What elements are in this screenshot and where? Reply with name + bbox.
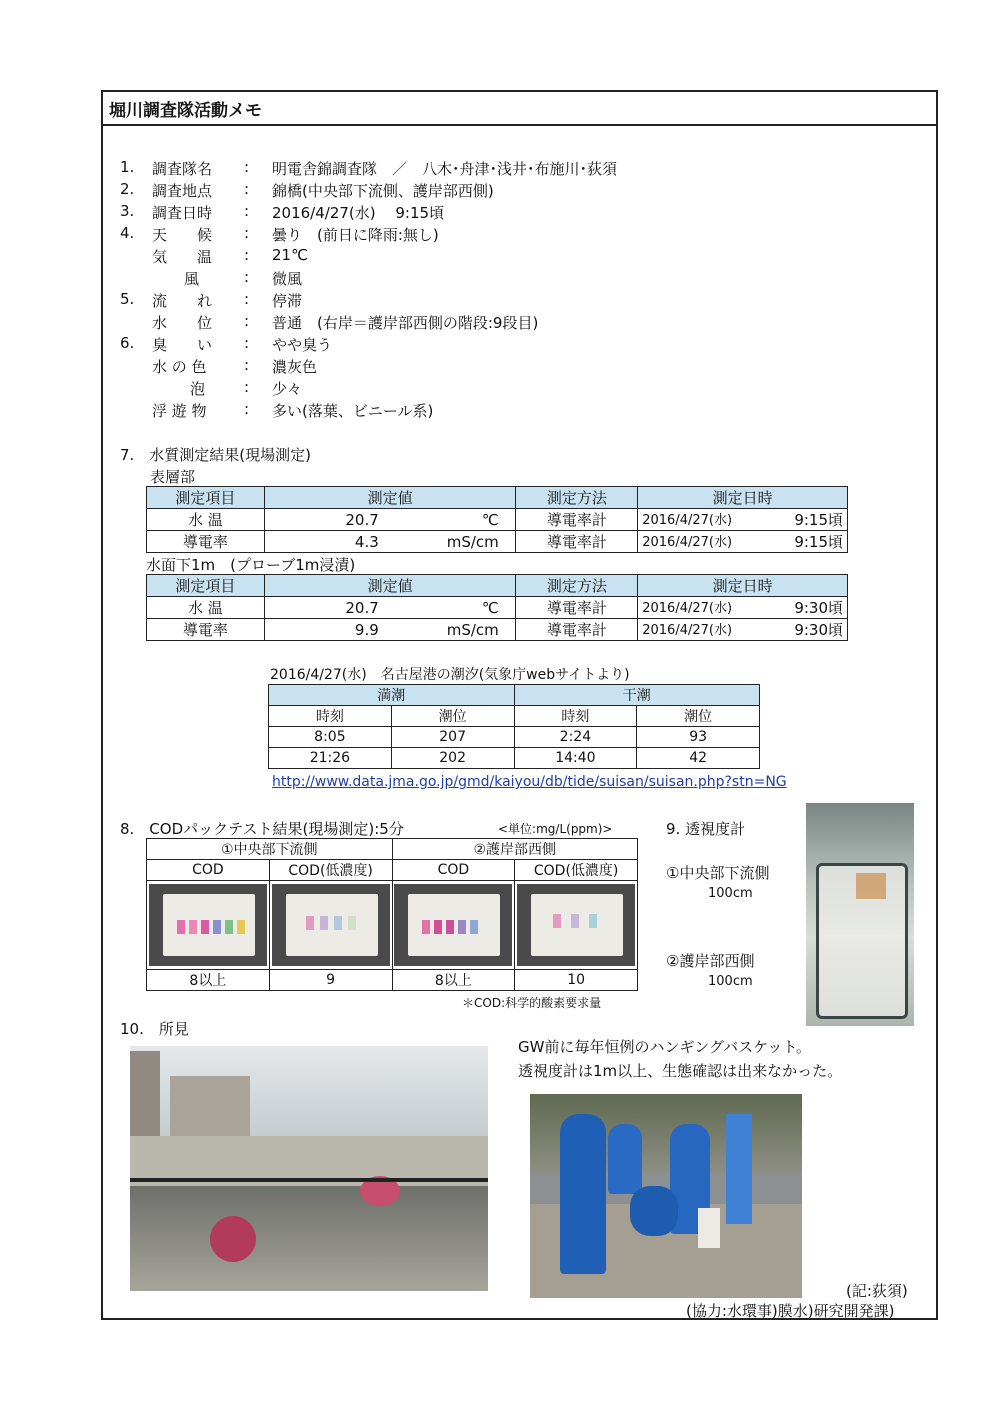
info-value: 微風	[272, 270, 303, 288]
color-swatch	[334, 916, 342, 930]
transparency-site2: ②護岸部西側	[666, 952, 755, 970]
cod-table	[146, 838, 638, 991]
person-blue-jacket	[608, 1124, 642, 1194]
recorder-note: (記:荻須)	[846, 1282, 908, 1300]
cell-method: 導電率計	[516, 619, 638, 641]
cell-item: 水 温	[147, 597, 265, 619]
observation-comment-2: 透視度計は1m以上、生態確認は出来なかった。	[518, 1062, 843, 1080]
section9-heading: 9. 透視度計	[666, 820, 746, 838]
color-swatch	[189, 920, 197, 934]
cell-item: 導電率	[147, 619, 265, 641]
cell-date	[638, 509, 848, 531]
deep-label: 水面下1m (プローブ1m浸漬)	[146, 556, 356, 574]
color-swatch	[306, 916, 314, 930]
info-colon: :	[244, 246, 250, 264]
info-num: 5.	[120, 290, 135, 308]
low-time: 14:40	[514, 748, 637, 769]
info-label: 天 候	[152, 226, 213, 244]
cod-col-row	[147, 860, 638, 881]
info-label: 水 位	[152, 314, 213, 332]
cell-value	[264, 509, 516, 531]
cod-col: COD	[147, 860, 270, 881]
section8-heading: 8. CODパックテスト結果(現場測定):5分	[120, 820, 404, 838]
cod-low-col: COD(低濃度)	[515, 860, 638, 881]
info-colon: :	[244, 224, 250, 242]
fence	[130, 1178, 488, 1182]
color-swatch	[320, 916, 328, 930]
info-colon: :	[244, 378, 250, 396]
high-level: 207	[391, 727, 514, 748]
table-row	[269, 727, 760, 748]
deep-table	[146, 574, 848, 641]
cell-date	[638, 531, 848, 553]
value-unit: mS/cm	[446, 620, 499, 639]
info-value: 曇り (前日に降雨:無し)	[272, 226, 439, 244]
info-num: 1.	[120, 158, 135, 176]
header-item: 測定項目	[147, 575, 265, 597]
info-label: 流 れ	[152, 292, 213, 310]
info-value: 錦橋(中央部下流側、護岸部西側)	[272, 182, 494, 200]
info-num: 3.	[120, 202, 135, 220]
person-blue-jacket	[560, 1114, 606, 1274]
info-num: 6.	[120, 334, 135, 352]
cod-result: 10	[515, 970, 638, 991]
cod-test-photo	[272, 884, 390, 966]
info-colon: :	[244, 312, 250, 330]
high-time: 8:05	[269, 727, 392, 748]
page-title: 堀川調査隊活動メモ	[109, 101, 262, 121]
info-colon: :	[244, 158, 250, 176]
cod-result-row	[147, 970, 638, 991]
value-number: 9.9	[354, 620, 379, 639]
low-tide-header: 干潮	[514, 685, 760, 706]
table-row	[147, 509, 848, 531]
info-label: 泡	[190, 380, 206, 398]
cell-value	[264, 531, 516, 553]
info-label: 風	[184, 270, 200, 288]
cell-method: 導電率計	[516, 531, 638, 553]
info-label: 調査日時	[152, 204, 213, 222]
color-swatch	[553, 914, 561, 928]
cell-value	[264, 619, 516, 641]
info-value: 21℃	[272, 246, 308, 264]
info-colon: :	[244, 400, 250, 418]
color-swatch	[348, 916, 356, 930]
cell-method: 導電率計	[516, 509, 638, 531]
color-swatch	[225, 920, 233, 934]
color-swatch	[422, 920, 430, 934]
date-text: 2016/4/27(水)	[642, 623, 733, 638]
cell-item: 導電率	[147, 531, 265, 553]
color-swatch	[201, 920, 209, 934]
cod-card	[408, 894, 500, 956]
cod-photo-row	[147, 881, 638, 970]
cooperation-note: (協力:水環事)膜水)研究開発課)	[686, 1302, 895, 1320]
surface-table	[146, 486, 848, 553]
cod-test-photo	[149, 884, 267, 966]
section7-heading: 7. 水質測定結果(現場測定)	[120, 446, 312, 464]
tide-subheader-row	[269, 706, 760, 727]
cod-footnote: ＊COD:科学的酸素要求量	[462, 996, 602, 1010]
time-text: 9:15頃	[794, 533, 843, 551]
info-colon: :	[244, 180, 250, 198]
cell-date	[638, 597, 848, 619]
info-value: やや臭う	[272, 336, 333, 354]
cell-date	[638, 619, 848, 641]
transparency-tube	[698, 1208, 720, 1248]
cod-photo-cell	[515, 881, 638, 970]
title-bar	[101, 90, 938, 126]
info-label: 気 温	[152, 248, 213, 266]
value-unit: ℃	[481, 510, 499, 529]
cod-result: 9	[269, 970, 392, 991]
cod-result: 8以上	[147, 970, 270, 991]
info-value: 多い(落葉、ビニール系)	[272, 402, 434, 420]
cod-photo-cell	[147, 881, 270, 970]
table-header-row	[147, 575, 848, 597]
person-crouching	[630, 1186, 678, 1236]
header-method: 測定方法	[516, 487, 638, 509]
cell-item: 水 温	[147, 509, 265, 531]
info-label: 浮 遊 物	[152, 402, 207, 420]
section10-heading: 10. 所見	[120, 1020, 189, 1038]
high-level: 202	[391, 748, 514, 769]
info-colon: :	[244, 268, 250, 286]
cod-test-photo	[394, 884, 512, 966]
transparency-value1: 100cm	[708, 886, 753, 901]
time-text: 9:30頃	[794, 621, 843, 639]
cod-result: 8以上	[392, 970, 515, 991]
info-value: 少々	[272, 380, 303, 398]
value-number: 4.3	[354, 532, 379, 551]
team-photo	[530, 1094, 802, 1298]
cod-card	[286, 894, 378, 956]
header-date: 測定日時	[638, 575, 848, 597]
cod-low-col: COD(低濃度)	[269, 860, 392, 881]
time-text: 9:15頃	[794, 511, 843, 529]
info-value: 普通 (右岸＝護岸部西側の階段:9段目)	[272, 314, 539, 332]
info-label: 調査隊名	[152, 160, 213, 178]
value-number: 20.7	[345, 598, 379, 617]
info-colon: :	[244, 290, 250, 308]
transparency-value2: 100cm	[708, 974, 753, 989]
color-swatch	[458, 920, 466, 934]
header-value: 測定値	[264, 487, 516, 509]
info-label: 調査地点	[152, 182, 213, 200]
value-unit: mS/cm	[446, 532, 499, 551]
color-swatch	[177, 920, 185, 934]
color-swatch	[446, 920, 454, 934]
time-header: 時刻	[514, 706, 637, 727]
low-level: 42	[637, 748, 760, 769]
header-value: 測定値	[264, 575, 516, 597]
hanging-basket	[210, 1216, 256, 1262]
color-swatch	[571, 914, 579, 928]
info-num: 2.	[120, 180, 135, 198]
low-time: 2:24	[514, 727, 637, 748]
color-swatch	[237, 920, 245, 934]
tide-header-row	[269, 685, 760, 706]
info-value: 2016/4/27(水) 9:15頃	[272, 204, 445, 222]
cod-photo-cell	[392, 881, 515, 970]
observation-comment-1: GW前に毎年恒例のハンギングバスケット。	[518, 1038, 812, 1056]
high-time: 21:26	[269, 748, 392, 769]
cod-col: COD	[392, 860, 515, 881]
value-unit: ℃	[481, 598, 499, 617]
info-colon: :	[244, 202, 250, 220]
info-label: 水 の 色	[152, 358, 207, 376]
unit-note: <単位:mg/L(ppm)>	[498, 822, 613, 836]
level-header: 潮位	[391, 706, 514, 727]
table-row	[147, 531, 848, 553]
walkway	[130, 1186, 488, 1291]
cod-test-photo	[517, 884, 635, 966]
value-number: 20.7	[345, 510, 379, 529]
color-swatch	[213, 920, 221, 934]
info-colon: :	[244, 334, 250, 352]
date-text: 2016/4/27(水)	[642, 535, 733, 550]
info-value: 明電舎錦調査隊 ／ 八木･舟津･浅井･布施川･荻須	[272, 160, 618, 178]
transparency-tube-photo	[806, 803, 914, 1026]
color-swatch	[434, 920, 442, 934]
cell-method: 導電率計	[516, 597, 638, 619]
bridge-photo	[130, 1046, 488, 1291]
high-tide-header: 満潮	[269, 685, 515, 706]
cod-site1: ①中央部下流側	[147, 839, 393, 860]
tide-table	[268, 684, 760, 769]
color-swatch	[589, 914, 597, 928]
table-row	[147, 597, 848, 619]
time-header: 時刻	[269, 706, 392, 727]
low-level: 93	[637, 727, 760, 748]
info-colon: :	[244, 356, 250, 374]
header-method: 測定方法	[516, 575, 638, 597]
cod-card	[163, 894, 255, 956]
cod-photo-cell	[269, 881, 392, 970]
header-date: 測定日時	[638, 487, 848, 509]
color-swatch	[470, 920, 478, 934]
cell-value	[264, 597, 516, 619]
date-text: 2016/4/27(水)	[642, 601, 733, 616]
table-header-row	[147, 487, 848, 509]
transparency-site1: ①中央部下流側	[666, 864, 770, 882]
table-row	[147, 619, 848, 641]
header-item: 測定項目	[147, 487, 265, 509]
info-value: 濃灰色	[272, 358, 318, 376]
info-label: 臭 い	[152, 336, 213, 354]
info-value: 停滞	[272, 292, 303, 310]
cod-site2: ②護岸部西側	[392, 839, 638, 860]
tube-label	[856, 873, 886, 899]
banner	[726, 1114, 752, 1224]
level-header: 潮位	[637, 706, 760, 727]
cod-site-row	[147, 839, 638, 860]
info-num: 4.	[120, 224, 135, 242]
tide-caption: 2016/4/27(水) 名古屋港の潮汐(気象庁webサイトより)	[270, 667, 630, 683]
cod-card	[531, 894, 623, 956]
date-text: 2016/4/27(水)	[642, 513, 733, 528]
time-text: 9:30頃	[794, 599, 843, 617]
jma-tide-link[interactable]: http://www.data.jma.go.jp/gmd/kaiyou/db/tide/suisan/suisan.php?stn=NG	[272, 774, 787, 790]
surface-label: 表層部	[150, 468, 196, 486]
table-row	[269, 748, 760, 769]
